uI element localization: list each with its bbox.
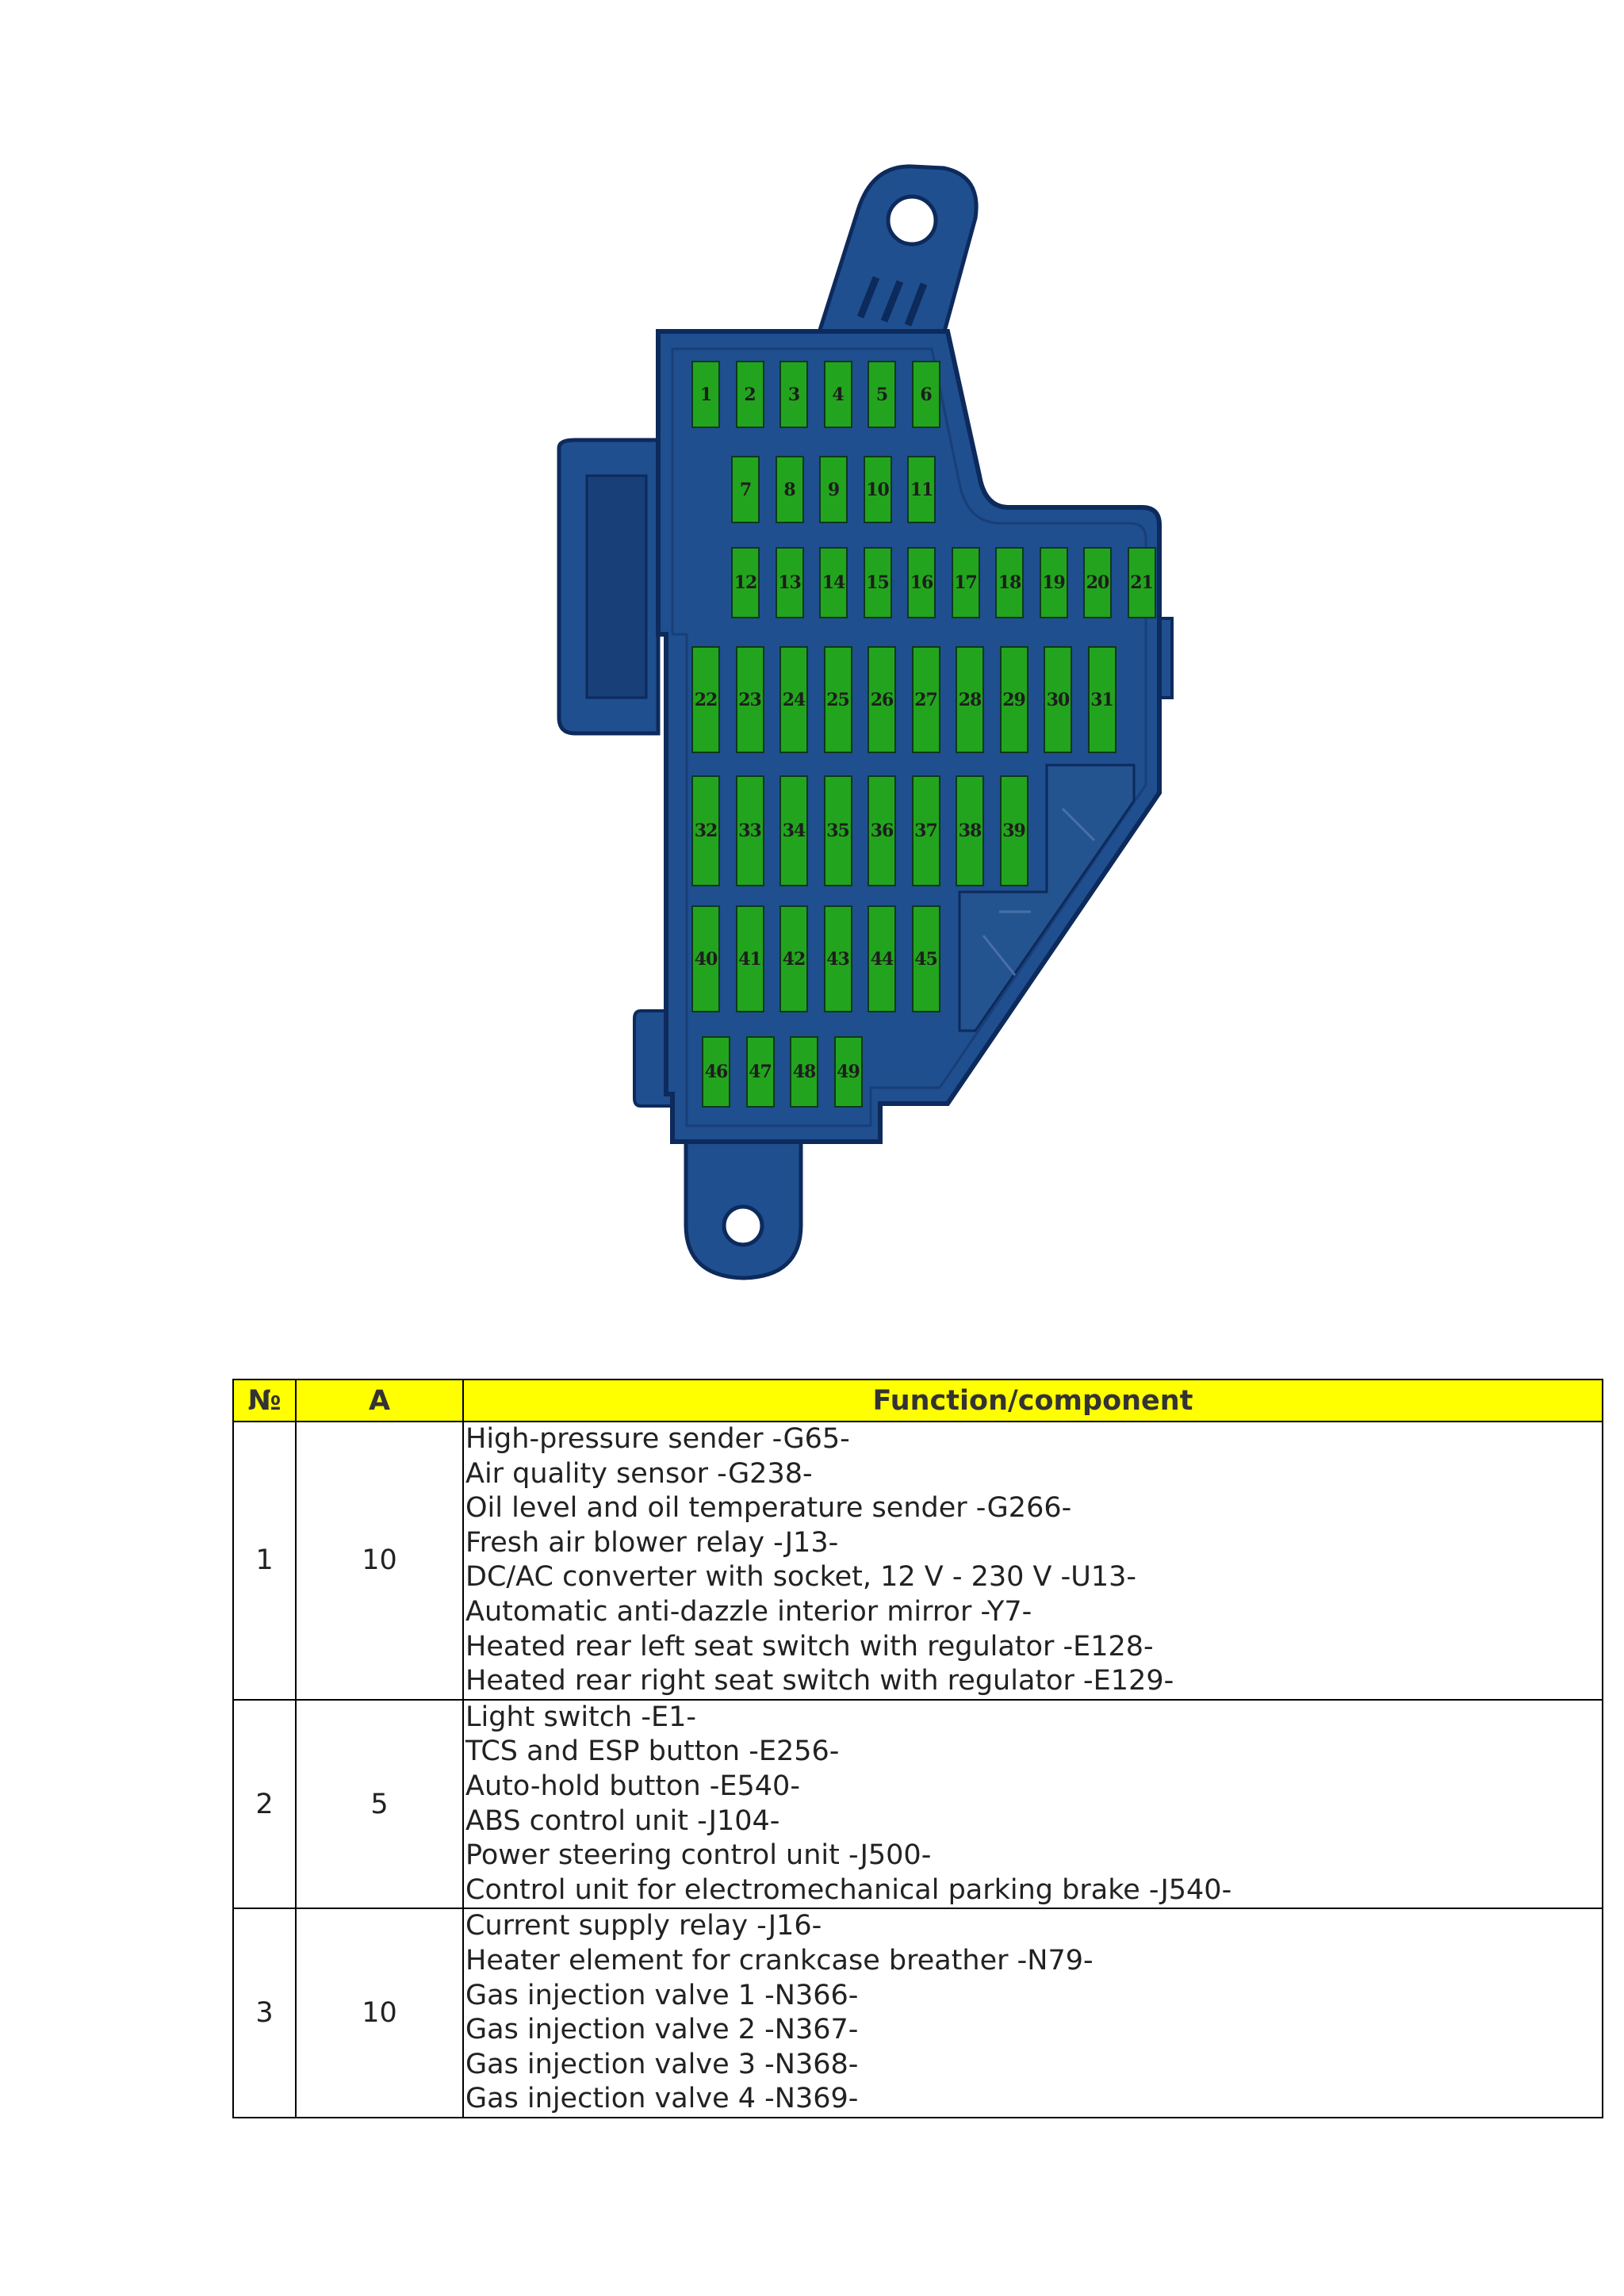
fuse-number: 13	[778, 572, 801, 593]
function-cell	[463, 1422, 1603, 1700]
fuse-slot	[691, 361, 720, 428]
fuse-number: 46	[704, 1062, 728, 1082]
fuse-number: 10	[866, 479, 889, 500]
fuse-slot	[952, 547, 980, 618]
fuse-slot	[824, 361, 852, 428]
fuse-slot	[868, 361, 896, 428]
fuse-number: 26	[870, 689, 894, 710]
fuse-slot	[736, 361, 764, 428]
function-line: Gas injection valve 3 -N368-	[465, 2048, 859, 2080]
function-line: Heater element for crankcase breather -N79-	[465, 1944, 1094, 1976]
fuse-number: 33	[738, 821, 761, 841]
fuse-number-cell: 3	[233, 1908, 296, 2118]
fuse-slot	[912, 646, 940, 753]
function-cell	[463, 1700, 1603, 1909]
fuse-slot	[995, 547, 1024, 618]
amperage-cell: 5	[296, 1700, 463, 1909]
function-line: Air quality sensor -G238-	[465, 1457, 813, 1490]
fuse-number: 27	[914, 689, 937, 710]
fuse-number: 16	[910, 572, 933, 593]
function-line: Fresh air blower relay -J13-	[465, 1526, 839, 1559]
fuse-slot	[1083, 547, 1112, 618]
fuse-number: 21	[1130, 572, 1153, 593]
fuse-slot	[1128, 547, 1156, 618]
fuse-number: 20	[1086, 572, 1109, 593]
fuse-number: 43	[826, 948, 849, 970]
function-line: ABS control unit -J104-	[465, 1804, 780, 1837]
fuse-slot	[776, 547, 804, 618]
column-header-number: №	[233, 1380, 296, 1422]
fuse-number: 44	[870, 948, 894, 970]
fuse-number: 6	[920, 384, 932, 405]
function-line: Oil level and oil temperature sender -G266-	[465, 1492, 1072, 1525]
fuse-slot	[736, 775, 764, 886]
fuse-slot	[1000, 775, 1028, 886]
fuse-number: 4	[832, 384, 844, 405]
function-cell	[463, 1908, 1603, 2118]
fuse-number: 42	[782, 948, 806, 970]
amperage-cell: 10	[296, 1422, 463, 1700]
function-line: Auto-hold button -E540-	[465, 1770, 800, 1802]
fuse-number: 3	[787, 384, 800, 405]
table-row	[233, 1700, 1603, 1909]
fuse-slot	[691, 646, 720, 753]
function-line: Light switch -E1-	[465, 1701, 696, 1733]
fuse-number: 47	[749, 1062, 772, 1082]
fuse-number: 48	[792, 1062, 816, 1082]
fuse-number: 40	[694, 948, 718, 970]
fuse-number: 29	[1002, 689, 1025, 710]
fuse-number-cell: 1	[233, 1422, 296, 1700]
fuse-slot	[956, 775, 984, 886]
fuse-slot	[779, 775, 808, 886]
fuse-slot	[731, 547, 760, 618]
function-line: DC/AC converter with socket, 12 V - 230 V -U13-	[465, 1561, 1137, 1594]
column-header-function: Function/component	[463, 1380, 1603, 1422]
fuse-number: 12	[733, 572, 757, 593]
fuse-number: 5	[875, 384, 888, 405]
fuse-number: 28	[958, 689, 982, 710]
fuse-number: 39	[1002, 821, 1025, 841]
fuse-number: 41	[738, 948, 761, 970]
function-line: Current supply relay -J16-	[465, 1910, 822, 1942]
fuse-slot	[907, 547, 936, 618]
function-line: Automatic anti-dazzle interior mirror -Y7-	[465, 1595, 1032, 1628]
function-line: Heated rear left seat switch with regulator -E128-	[465, 1630, 1154, 1663]
fuse-slot	[779, 905, 808, 1012]
fuse-slot	[790, 1036, 818, 1108]
table-header-row	[233, 1380, 1603, 1422]
fuse-number: 25	[826, 689, 849, 710]
fuse-slot	[864, 456, 892, 523]
fuse-slot	[864, 547, 892, 618]
fuse-slot	[691, 905, 720, 1012]
fuse-slot	[912, 361, 940, 428]
fuse-number: 38	[958, 821, 982, 841]
function-line: TCS and ESP button -E256-	[465, 1735, 840, 1768]
fuse-number-cell: 2	[233, 1700, 296, 1909]
fuse-slot	[824, 905, 852, 1012]
fuse-number: 8	[783, 479, 795, 500]
amperage-cell: 10	[296, 1908, 463, 2118]
function-line: Gas injection valve 1 -N366-	[465, 1979, 859, 2011]
fuse-number: 45	[914, 948, 937, 970]
fuse-number: 23	[738, 689, 761, 710]
fuse-number: 36	[870, 821, 894, 841]
function-line: Heated rear right seat switch with regulator -E129-	[465, 1665, 1174, 1697]
fuse-slot	[731, 456, 760, 523]
fuse-number: 18	[998, 572, 1021, 593]
fuse-number: 9	[827, 479, 840, 500]
fuse-slot	[736, 646, 764, 753]
fuse-slot	[1044, 646, 1072, 753]
fuse-number: 14	[822, 572, 845, 593]
fuse-number: 34	[782, 821, 806, 841]
fuse-slot	[779, 646, 808, 753]
fuse-slot	[819, 456, 848, 523]
function-line: Gas injection valve 4 -N369-	[465, 2083, 859, 2115]
fuse-number: 32	[694, 821, 718, 841]
fuse-slot	[956, 646, 984, 753]
function-line: High-pressure sender -G65-	[465, 1423, 850, 1455]
fuse-slot	[824, 646, 852, 753]
table-row	[233, 1422, 1603, 1700]
fuse-number: 19	[1042, 572, 1065, 593]
fuse-number: 24	[782, 689, 806, 710]
fuse-number: 7	[739, 479, 752, 500]
fuse-slot	[736, 905, 764, 1012]
table-body	[233, 1422, 1603, 2118]
fuse-slot	[868, 646, 896, 753]
fuse-slot	[1040, 547, 1068, 618]
column-header-amperage: A	[296, 1380, 463, 1422]
fuse-slot	[868, 905, 896, 1012]
fuse-allocation-table	[232, 1379, 1603, 2118]
fuse-slot	[779, 361, 808, 428]
fuse-number: 37	[914, 821, 937, 841]
fuse-slot	[868, 775, 896, 886]
fuse-number: 22	[694, 689, 718, 710]
fuse-number: 30	[1046, 689, 1070, 710]
fuse-number: 2	[744, 384, 756, 405]
fuse-number: 11	[910, 479, 933, 500]
fuse-number: 1	[699, 384, 712, 405]
fuse-slot	[1088, 646, 1116, 753]
fuse-number: 35	[826, 821, 849, 841]
function-line: Gas injection valve 2 -N367-	[465, 2014, 859, 2046]
function-line: Control unit for electromechanical parking brake -J540-	[465, 1873, 1232, 1906]
fuse-slot	[912, 905, 940, 1012]
fuse-number: 31	[1090, 689, 1113, 710]
fuse-slot	[912, 775, 940, 886]
fuse-number: 15	[866, 572, 889, 593]
fuse-number: 49	[837, 1062, 860, 1082]
fuse-slot	[746, 1036, 775, 1108]
fuse-slot	[834, 1036, 863, 1108]
fuse-slot	[824, 775, 852, 886]
fuse-slot	[691, 775, 720, 886]
fuse-slot	[819, 547, 848, 618]
fuse-slot	[907, 456, 936, 523]
fuse-slot	[1000, 646, 1028, 753]
table-row	[233, 1908, 1603, 2118]
fuse-slot	[702, 1036, 730, 1108]
fuse-slot	[776, 456, 804, 523]
fuse-number: 17	[954, 572, 977, 593]
function-line: Power steering control unit -J500-	[465, 1839, 932, 1872]
